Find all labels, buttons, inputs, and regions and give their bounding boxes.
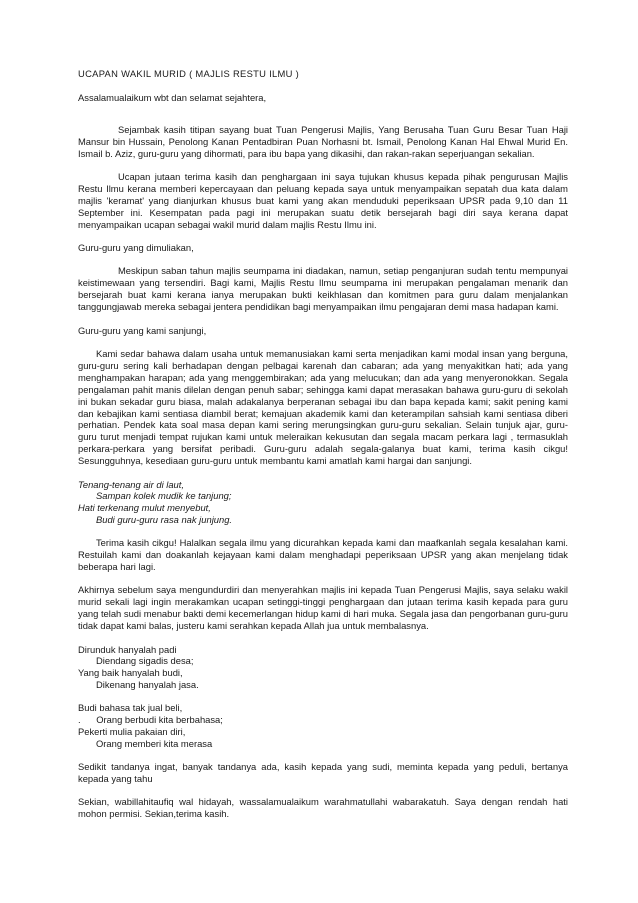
pantun-2-line-1: Dirunduk hanyalah padi (78, 643, 177, 655)
pantun-1-line-2: Sampan kolek mudik ke tanjung; (96, 490, 232, 502)
greeting: Assalamualaikum wbt dan selamat sejahtera, (78, 91, 267, 103)
pantun-3-line-2: . Orang berbudi kita berbahasa; (78, 714, 223, 726)
pantun-2-line-4: Dikenang hanyalah jasa. (96, 679, 199, 691)
salutation-teachers-1: Guru-guru yang dimuliakan, (78, 242, 194, 254)
pantun-3 (78, 702, 568, 750)
pantun-1-line-4: Budi guru-guru rasa nak junjung. (96, 514, 233, 526)
paragraph-closing: Akhirnya sebelum saya mengundurdiri dan menyerahkan majlis ini kepada Tuan Pengerusi Majlis, saya selaku wakil murid sekali lagi ingin merakamkan ucapan setinggi-tinggi penghargaan dan jutaan terima kasih kepada para guru yang telah sudi menabur bakti demi kecemerlangan hidup kami di hari muka. Segala jasa dan pengorbanan guru-guru tidak dapat kami balas, justeru kami serahkan kepada Allah jua untuk membalasnya. (78, 584, 568, 632)
paragraph-acknowledgement: Sejambak kasih titipan sayang buat Tuan Pengerusi Majlis, Yang Berusaha Tuan Guru Besar Tuan Haji Mansur bin Hussain, Penolong Kanan Pentadbiran Puan Norhasni bt. Ismail, Penolong Kanan Hal Ehwal Murid En. Ismail b. Aziz, guru-guru yang dihormati, para ibu bapa yang dikasihi, dan rakan-rakan seperjuangan sekalian. (78, 123, 568, 159)
pantun-2 (78, 644, 568, 692)
paragraph-experience: Meskipun saban tahun majlis seumpama ini diadakan, namun, setiap penganjuran sudah tentu mempunyai keistimewaan yang tersendiri. Bagi kami, Majlis Restu Ilmu seumpama ini merupakan pengalaman menarik dan bersejarah buat kami kerana ianya merupakan bukti keikhlasan dan komitmen para guru dalam menjalankan tanggungjawab mereka sebagai jentera pendidikan bagi menyampaikan ilmu pengajaran demi masa hadapan kami. (78, 265, 568, 313)
document-page (78, 68, 568, 820)
pantun-3-line-1: Budi bahasa tak jual beli, (78, 702, 183, 714)
paragraph-thanks: Ucapan jutaan terima kasih dan penghargaan ini saya tujukan khusus kepada pihak pengurusan Majlis Restu Ilmu kerana memberi kepercayaan dan peluang kepada saya untuk menyampaikan sepatah dua kata dalam majlis 'keramat' yang dianjurkan khusus buat kami yang akan menduduki peperiksaan UPSR pada 9,10 dan 11 September ini. Kesempatan pada pagi ini merupakan suatu detik bersejarah bagi diri saya kerana dapat menyampaikan ucapan sebagai wakil murid dalam majlis Restu Ilmu ini. (78, 171, 568, 230)
salutation-teachers-2: Guru-guru yang kami sanjungi, (78, 324, 207, 336)
paragraph-appreciation: Kami sedar bahawa dalam usaha untuk memanusiakan kami serta menjadikan kami modal insan yang berguna, guru-guru sering kali berhadapan dengan pelbagai karenah dan cabaran; ada yang menyakitkan hati; ada yang menghampakan harapan; ada yang menggembirakan; ada yang melucukan; dan ada yang menyeronokkan. Segala pengalaman pahit manis dilelan dengan penuh sabar; sehingga kami dapat merasakan bahawa guru-guru di sekolah ini bukan sekadar guru biasa, malah adakalanya berperanan sebagai ibu dan bapa kepada kami; sakit pening kami dan kebajikan kami sentiasa diambil berat; kemajuan akademik kami dan keterampilan sahsiah kami sentiasa diberi perhatian. Pendek kata soal masa depan kami sering merungsingkan guru-guru sekalian. Selain tunjuk ajar, guru-guru turut menjadi tempat rujukan kami untuk meleraikan kekusutan dan segala macam perkara lagi , termasuklah perkara-perkara yang bersifat peribadi. Guru-guru adalah segala-galanya buat kami, terima kasih cikgu! Sesungguhnya, kesediaan guru-guru untuk membantu kami amatlah kami hargai dan sanjungi. (78, 348, 568, 467)
pantun-2-line-3: Yang baik hanyalah budi, (78, 667, 183, 679)
pantun-1-line-3: Hati terkenang mulut menyebut, (78, 502, 211, 514)
pantun-3-line-3: Pekerti mulia pakaian diri, (78, 725, 186, 737)
pantun-3-line-4: Orang memberi kita merasa (96, 737, 213, 749)
paragraph-blessing: Terima kasih cikgu! Halalkan segala ilmu yang dicurahkan kepada kami dan maafkanlah segala kesalahan kami. Restuilah kami dan doakanlah kejayaan kami dalam menghadapi peperiksaan UPSR yang akan menjelang tidak beberapa hari lagi. (78, 537, 568, 572)
pantun-1-line-1: Tenang-tenang air di laut, (78, 478, 184, 490)
pantun-1 (78, 479, 568, 527)
paragraph-farewell: Sekian, wabillahitaufiq wal hidayah, wassalamualaikum warahmatullahi wabarakatuh. Saya dengan rendah hati mohon permisi. Sekian,terima kasih. (78, 796, 568, 819)
pantun-2-line-2: Diendang sigadis desa; (96, 655, 194, 667)
paragraph-proverb: Sedikit tandanya ingat, banyak tandanya ada, kasih kepada yang sudi, meminta kepada yang peduli, bertanya kepada yang tahu (78, 760, 568, 784)
document-title: UCAPAN WAKIL MURID ( MAJLIS RESTU ILMU ) (78, 68, 300, 79)
